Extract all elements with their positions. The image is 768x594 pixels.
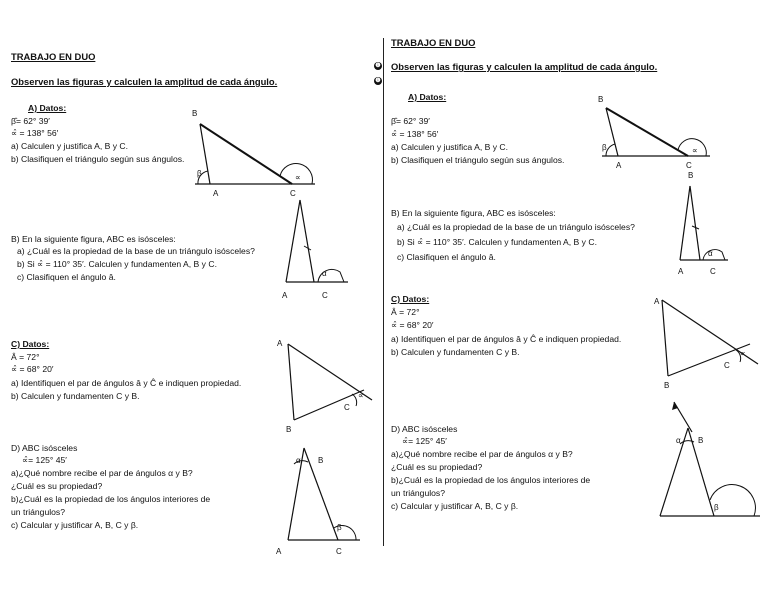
fig-a-label-beta: β bbox=[602, 143, 607, 152]
right-c-alpha: ∝̂ = 68° 20′ bbox=[391, 320, 434, 330]
right-a-question-a: a) Calculen y justifica A, B y C. bbox=[391, 142, 509, 152]
right-b-question-c: c) Clasifiquen el ángulo â. bbox=[397, 252, 496, 262]
left-d-question-b2: un triángulos? bbox=[11, 507, 65, 517]
right-d-question-b: b)¿Cuál es la propiedad de los ángulos interiores de bbox=[391, 475, 591, 485]
fig-d-label-beta: β bbox=[337, 523, 342, 532]
right-figure-b bbox=[668, 168, 738, 280]
fig-b-label-alpha: α bbox=[708, 249, 713, 258]
left-title: TRABAJO EN DUO bbox=[11, 51, 96, 62]
right-a-alpha: ∝̂ = 138° 56′ bbox=[391, 129, 439, 139]
fig-c-label-alpha: ∝ bbox=[740, 349, 746, 358]
fig-b-label-alpha: α bbox=[322, 269, 327, 278]
right-d-question-a: a)¿Qué nombre recibe el par de ángulos α y B? bbox=[391, 449, 573, 459]
bullet-icon: ❶ bbox=[375, 63, 381, 69]
fig-a-label-beta: β bbox=[197, 169, 202, 178]
right-c-heading: C) Datos: bbox=[391, 294, 430, 304]
fig-d-label-a: A bbox=[276, 547, 282, 556]
left-d-question-a: a)¿Qué nombre recibe el par de ángulos α y B? bbox=[11, 468, 193, 478]
left-figure-a bbox=[180, 104, 320, 200]
fig-a-label-a: A bbox=[616, 161, 622, 170]
left-a-question-a: a) Calculen y justifica A, B y C. bbox=[11, 141, 129, 151]
left-figure-d bbox=[272, 444, 368, 560]
fig-a-label-c: C bbox=[686, 161, 692, 170]
left-c-alpha: ∝̂ = 68° 20′ bbox=[11, 364, 54, 374]
fig-c-label-b: B bbox=[286, 425, 292, 434]
right-b-question-a: a) ¿Cuál es la propiedad de la base de un triángulo isósceles? bbox=[397, 222, 635, 232]
fig-b-label-a: A bbox=[678, 267, 684, 276]
fig-c-label-c: C bbox=[724, 361, 730, 370]
fig-c-label-c: C bbox=[344, 403, 350, 412]
fig-b-label-a: A bbox=[282, 291, 288, 300]
right-figure-d bbox=[652, 400, 764, 522]
right-c-question-b: b) Calculen y fundamenten C y B. bbox=[391, 347, 520, 357]
fig-b-label-c: C bbox=[710, 267, 716, 276]
right-c-question-a: a) Identifiquen el par de ángulos â y Ĉ e indiquen propiedad. bbox=[391, 334, 622, 344]
fig-a-label-alpha: ∝ bbox=[692, 146, 698, 155]
left-d-question-a2: ¿Cuál es su propiedad? bbox=[11, 481, 103, 491]
fig-c-label-a: A bbox=[654, 297, 660, 306]
right-d-alpha: ∝̂= 125° 45′ bbox=[402, 436, 447, 446]
right-a-beta: β̂= 62° 39′ bbox=[391, 116, 430, 126]
right-instruction: Observen las figuras y calculen la amplitud de cada ángulo. bbox=[391, 61, 658, 72]
right-a-heading: A) Datos: bbox=[408, 92, 447, 102]
fig-d-label-c: C bbox=[336, 547, 342, 556]
left-c-question-b: b) Calculen y fundamenten C y B. bbox=[11, 391, 140, 401]
left-c-heading: C) Datos: bbox=[11, 339, 50, 349]
right-title: TRABAJO EN DUO bbox=[391, 37, 476, 48]
fig-a-label-c: C bbox=[290, 189, 296, 198]
fig-d-label-beta: β bbox=[714, 503, 719, 512]
right-d-heading: D) ABC isósceles bbox=[391, 424, 458, 434]
fig-b-label-c: C bbox=[322, 291, 328, 300]
column-divider bbox=[383, 38, 384, 546]
left-d-question-b: b)¿Cuál es la propiedad de los ángulos interiores de bbox=[11, 494, 211, 504]
fig-c-label-a: A bbox=[277, 339, 283, 348]
right-a-question-b: b) Clasifiquen el triángulo según sus ángulos. bbox=[391, 155, 565, 165]
left-b-heading: B) En la siguiente figura, ABC es isósceles: bbox=[11, 234, 176, 244]
fig-b-label-b: B bbox=[688, 171, 694, 180]
left-figure-b bbox=[278, 196, 358, 306]
left-a-alpha: ∝̂ = 138° 56′ bbox=[11, 128, 59, 138]
right-b-question-b: b) Si ∝̂ = 110° 35′. Calculen y fundamenten A, B y C. bbox=[397, 237, 597, 247]
right-d-question-c: c) Calcular y justificar A, B, C y β. bbox=[391, 501, 519, 511]
left-d-question-c: c) Calcular y justificar A, B, C y β. bbox=[11, 520, 139, 530]
left-b-question-a: a) ¿Cuál es la propiedad de la base de un triángulo isósceles? bbox=[17, 246, 255, 256]
right-c-a-value: Â = 72° bbox=[391, 307, 420, 317]
fig-c-label-b: B bbox=[664, 381, 670, 390]
fig-a-label-b: B bbox=[192, 109, 198, 118]
right-figure-a bbox=[590, 92, 720, 172]
left-d-heading: D) ABC isósceles bbox=[11, 443, 78, 453]
fig-d-label-b: B bbox=[698, 436, 704, 445]
left-a-question-b: b) Clasifiquen el triángulo según sus ángulos. bbox=[11, 154, 185, 164]
fig-a-label-alpha: ∝ bbox=[295, 173, 301, 182]
fig-d-label-alpha: α bbox=[676, 436, 681, 445]
left-c-question-a: a) Identifiquen el par de ángulos â y Ĉ e indiquen propiedad. bbox=[11, 378, 242, 388]
right-d-question-b2: un triángulos? bbox=[391, 488, 445, 498]
left-figure-c bbox=[274, 336, 374, 436]
left-c-a-value: Â = 72° bbox=[11, 352, 40, 362]
left-b-question-c: c) Clasifiquen el ángulo â. bbox=[17, 272, 116, 282]
fig-c-label-alpha: ∝ bbox=[358, 391, 364, 400]
left-a-beta: β̂= 62° 39′ bbox=[11, 116, 50, 126]
right-d-question-a2: ¿Cuál es su propiedad? bbox=[391, 462, 483, 472]
bullet-icon: ❶ bbox=[375, 78, 381, 84]
fig-a-label-b: B bbox=[598, 95, 604, 104]
right-b-heading: B) En la siguiente figura, ABC es isósceles: bbox=[391, 208, 556, 218]
right-figure-c bbox=[650, 292, 766, 392]
left-d-alpha: ∝̂= 125° 45′ bbox=[22, 455, 67, 465]
left-b-question-b: b) Si ∝̂ = 110° 35′. Calculen y fundamenten A, B y C. bbox=[17, 259, 217, 269]
left-a-heading: A) Datos: bbox=[28, 103, 67, 113]
fig-d-label-alpha: α bbox=[296, 456, 301, 465]
fig-a-label-a: A bbox=[213, 189, 219, 198]
fig-d-label-b: B bbox=[318, 456, 324, 465]
left-instruction: Observen las figuras y calculen la amplitud de cada ángulo. bbox=[11, 76, 278, 87]
